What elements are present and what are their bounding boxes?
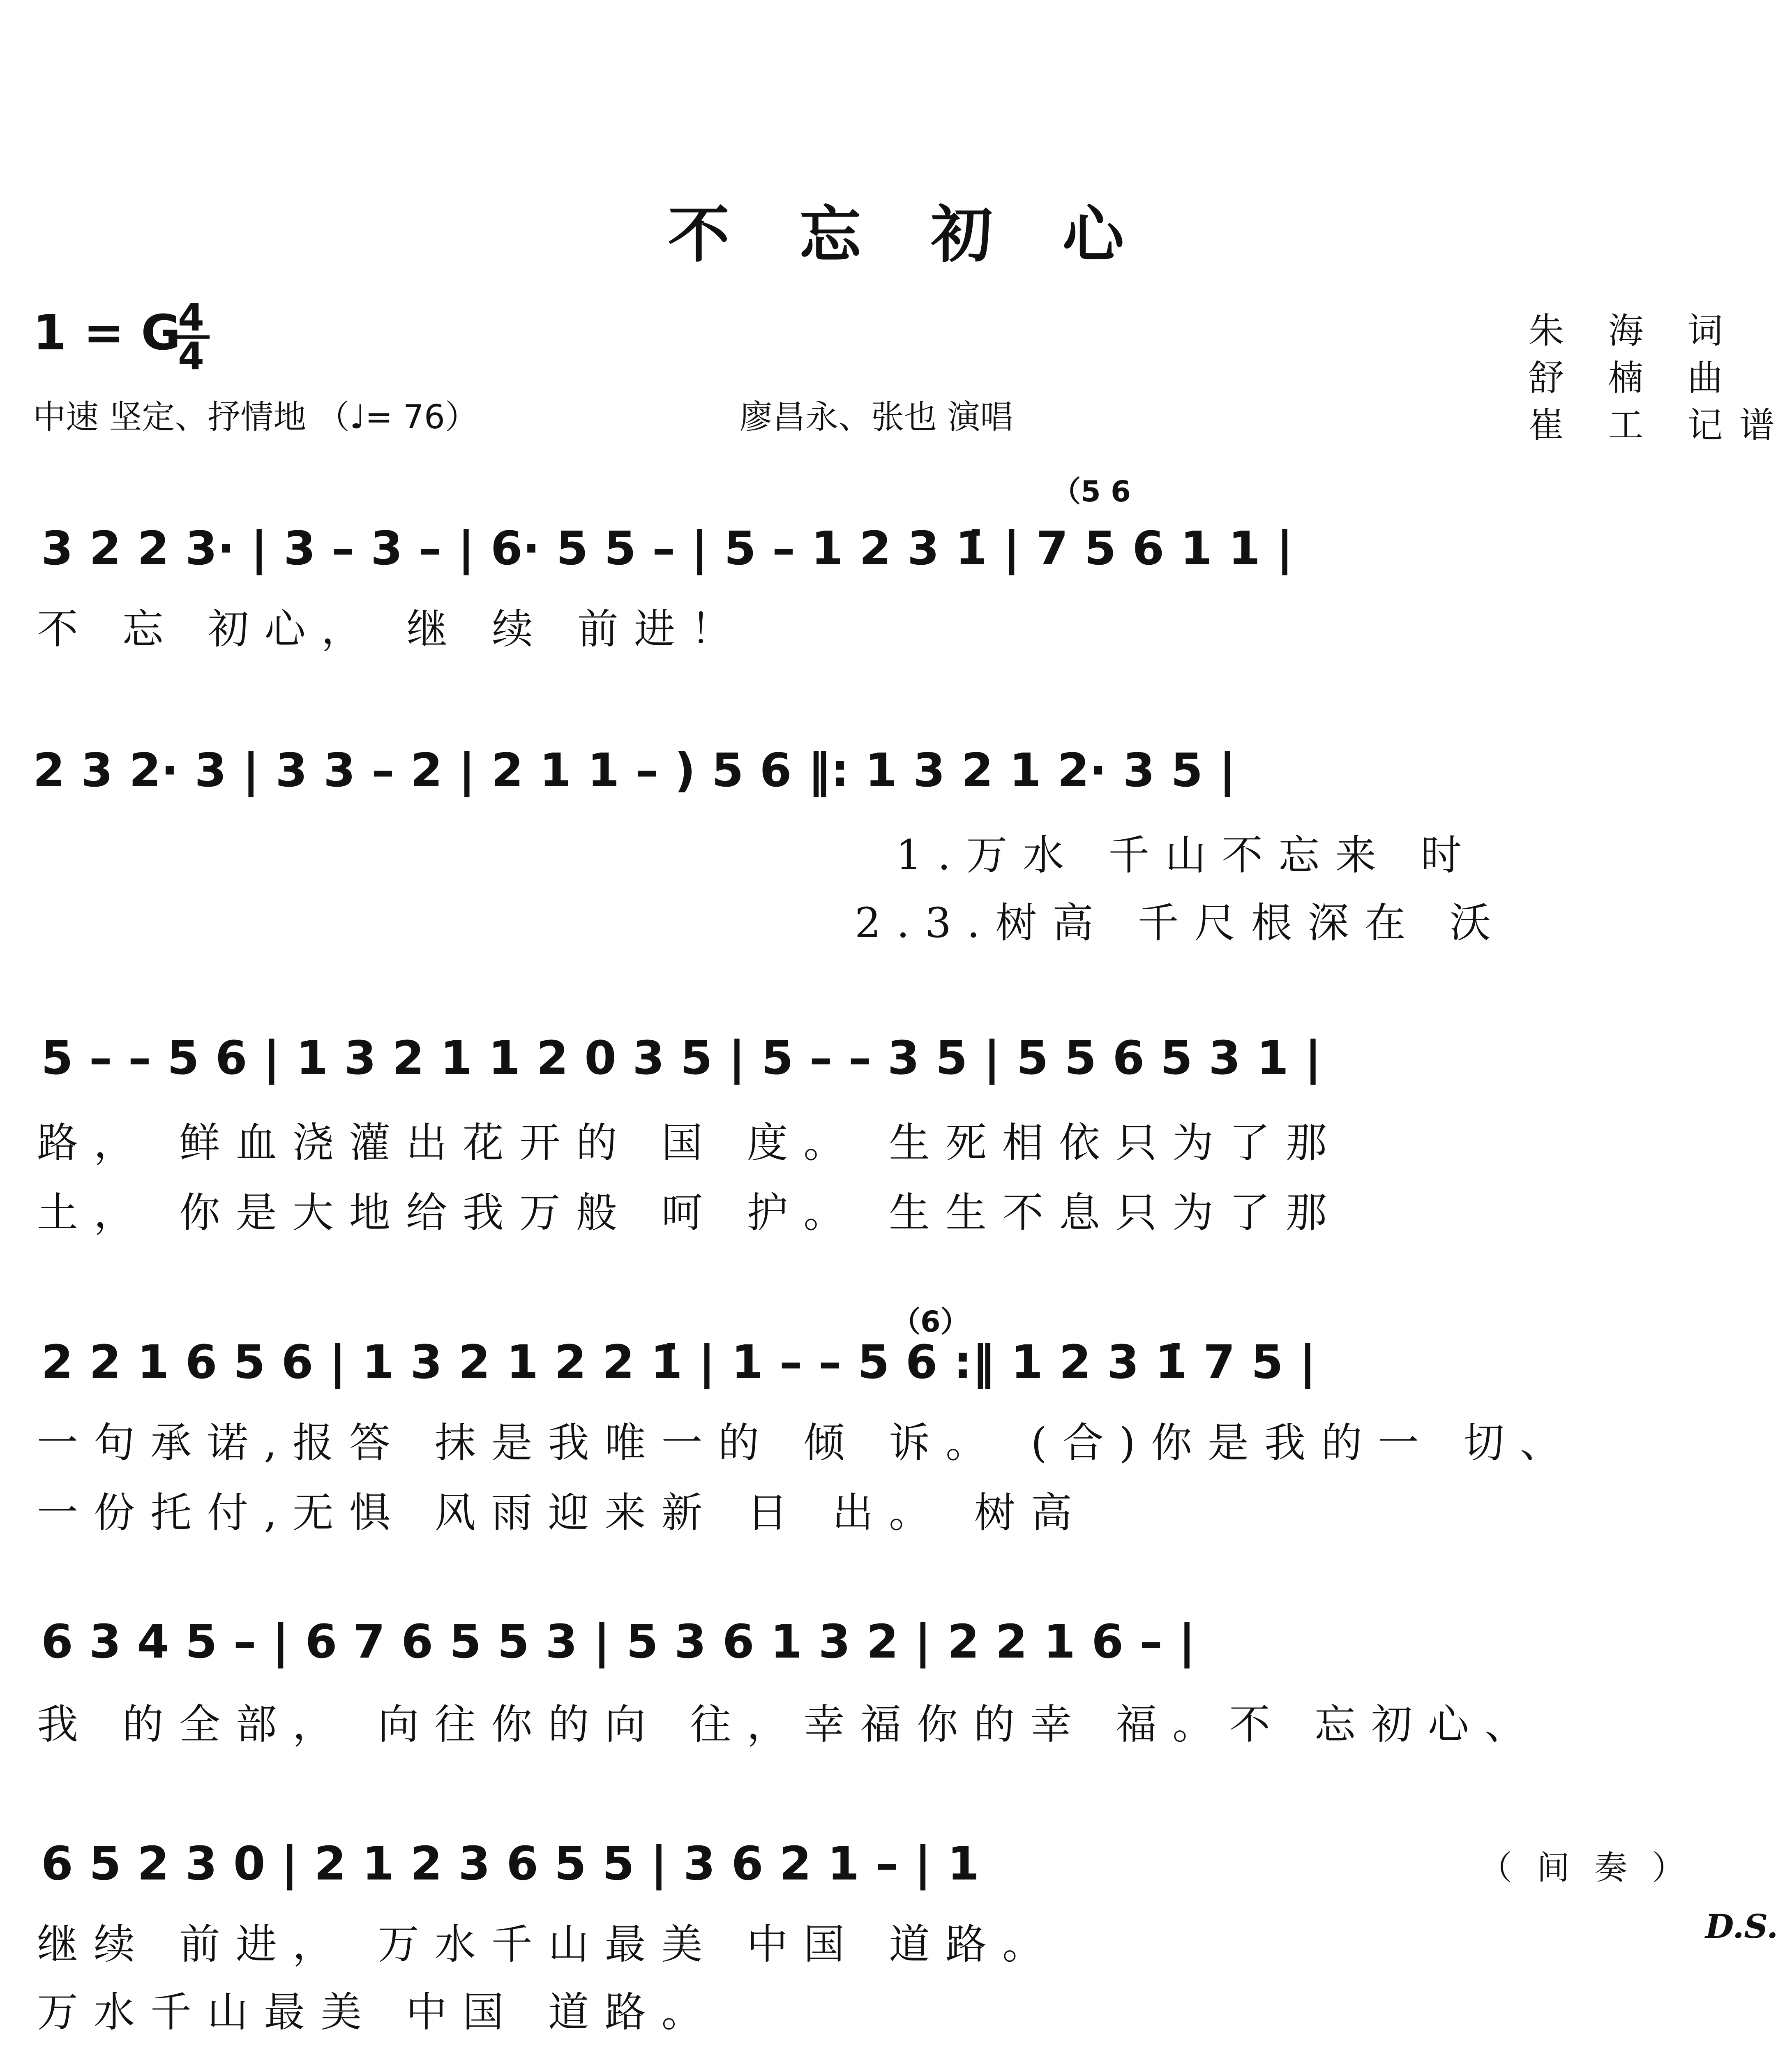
lyrics-row-6-verse-2: 万水千山最美 中国 道路。 <box>37 1988 718 2036</box>
key-signature: 1 = G <box>33 304 181 361</box>
notation-row-6: 6 5 2 3 0 | 2 1 2 3 6 5 5 | 3 6 2 1 – | 1 <box>41 1837 980 1891</box>
notation-row-4: 2 2 1 6 5 6 | 1 3 2 1 2 2 1̇ | 1 – – 5 6 :‖ 1 2 3 1̇ 7 5 | <box>41 1336 1316 1389</box>
meter-top: 4 <box>178 296 204 339</box>
lyrics-row-3-verse-2: 土， 你是大地给我万般 呵 护。 生生不息只为了那 <box>37 1189 1343 1237</box>
lyrics-row-5-verse-1: 我 的全部， 向往你的向 往，幸福你的幸 福。不 忘初心、 <box>37 1700 1541 1748</box>
lyrics-row-4-verse-1: 一句承诺,报答 抹是我唯一的 倾 诉。 (合)你是我的一 切、 <box>37 1419 1577 1467</box>
composer-credit: 舒 楠 曲 <box>1529 358 1739 399</box>
transcriber-credit: 崔 工 记谱 <box>1529 405 1791 446</box>
notation-row-2: 2 3 2· 3 | 3 3 – 2 | 2 1 1 – ) 5 6 ‖: 1 3 2 1 2· 3 5 | <box>33 744 1236 797</box>
fermata-note: （6） <box>892 1305 969 1339</box>
performers: 廖昌永、张也 演唱 <box>740 398 1013 436</box>
tempo-marking: 中速 坚定、抒情地 （♩= 76） <box>33 398 478 436</box>
lyricist-credit: 朱 海 词 <box>1529 310 1739 351</box>
lyrics-row-4-verse-2: 一份托付,无惧 风雨迎来新 日 出。 树高 <box>37 1489 1088 1537</box>
notation-row-5: 6 3 4 5 – | 6 7 6 5 5 3 | 5 3 6 1 3 2 | 2 2 1 6 – | <box>41 1615 1196 1669</box>
lyrics-row-1-verse-1: 不 忘 初心， 继 续 前进！ <box>37 605 747 653</box>
notation-row-3: 5 – – 5 6 | 1 3 2 1 1 2 0 3 5 | 5 – – 3 5 | 5 5 6 5 3 1 | <box>41 1032 1322 1085</box>
song-title: 不忘初心 <box>668 199 1194 271</box>
pickup-notes: （5 6 <box>1052 475 1131 508</box>
meter-bottom: 4 <box>178 334 204 378</box>
time-signature <box>173 296 210 378</box>
lyrics-row-2-verse-2: 2.3.树高 千尺根深在 沃 <box>855 899 1507 947</box>
lyrics-row-6-verse-1: 继续 前进， 万水千山最美 中国 道路。 <box>37 1920 1059 1968</box>
lyrics-row-2-verse-1: 1.万水 千山不忘来 时 <box>896 831 1477 879</box>
notation-row-1: 3 2 2 3· | 3 – 3 – | 6· 5 5 – | 5 – 1 2 3 1̇ | 7 5 6 1 1 | <box>41 522 1294 575</box>
dal-segno-marking: D.S. <box>1705 1907 1778 1946</box>
interlude-marking: （间奏） <box>1479 1849 1709 1887</box>
lyrics-row-3-verse-1: 路， 鲜血浇灌出花开的 国 度。 生死相依只为了那 <box>37 1119 1343 1167</box>
